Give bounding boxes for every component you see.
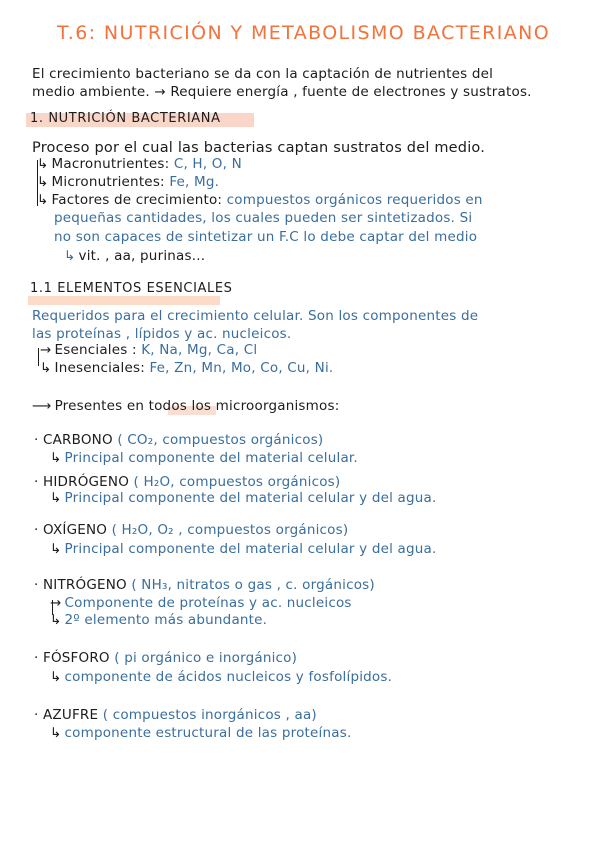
arrow-icon: ↳	[50, 612, 62, 628]
element-nitrogeno-note-1: → Componente de proteínas y ac. nucleicos	[50, 595, 352, 611]
arrow-icon: ↳	[50, 450, 62, 466]
bracket-line	[38, 348, 39, 366]
arrow-icon: →	[50, 595, 62, 611]
element-azufre: · AZUFRE ( compuestos inorgánicos , aa)	[34, 707, 317, 723]
arrow-icon: ⟶	[32, 398, 52, 414]
arrow-icon: ↳	[50, 541, 62, 557]
element-fosforo: · FÓSFORO ( pi orgánico e inorgánico)	[34, 650, 298, 666]
present-heading: ⟶ Presentes en todos los microorganismos:	[32, 398, 340, 414]
element-azufre-note: ↳ componente estructural de las proteínas.	[50, 725, 352, 741]
element-oxigeno-note: ↳ Principal componente del material celular y del agua.	[50, 541, 437, 557]
list-item-micronutrientes: ↳ Micronutrientes: Fe, Mg.	[37, 174, 220, 190]
page-title: T.6: NUTRICIÓN Y METABOLISMO BACTERIANO	[57, 22, 551, 44]
section11-desc-1: Requeridos para el crecimiento celular. Son los componentes de	[32, 308, 479, 324]
heading-highlight	[28, 296, 220, 305]
arrow-icon: ↳	[37, 174, 49, 190]
list-item-factores: ↳ Factores de crecimiento: compuestos orgánicos requeridos en	[37, 192, 483, 208]
arrow-icon: ↳	[37, 156, 49, 172]
element-hidrogeno-note: ↳ Principal componente del material celular y del agua.	[50, 490, 437, 506]
intro-line-2: medio ambiente. → Requiere energía , fuente de electrones y sustratos.	[32, 84, 532, 100]
section-heading-elementos: 1.1 ELEMENTOS ESENCIALES	[30, 281, 233, 296]
section1-definition: Proceso por el cual las bacterias captan sustratos del medio.	[32, 140, 486, 156]
list-item-esenciales: → Esenciales : K, Na, Mg, Ca, Cl	[40, 342, 258, 358]
factores-continuation-1: pequeñas cantidades, los cuales pueden ser sintetizados. Si	[54, 210, 473, 226]
factores-examples: ↳ vit. , aa, purinas...	[64, 248, 206, 264]
section-heading-nutricion: 1. NUTRICIÓN BACTERIANA	[30, 111, 221, 126]
arrow-icon: ↳	[37, 192, 49, 208]
element-nitrogeno: · NITRÓGENO ( NH₃, nitratos o gas , c. orgánicos)	[34, 577, 375, 593]
arrow-icon: →	[40, 342, 52, 358]
arrow-icon: ↳	[64, 248, 76, 264]
element-hidrogeno: · HIDRÓGENO ( H₂O, compuestos orgánicos)	[34, 474, 341, 490]
intro-line-1: El crecimiento bacteriano se da con la captación de nutrientes del	[32, 66, 494, 82]
arrow-icon: ↳	[50, 490, 62, 506]
element-fosforo-note: ↳ componente de ácidos nucleicos y fosfolípidos.	[50, 669, 393, 685]
arrow-icon: ↳	[50, 669, 62, 685]
list-item-inesenciales: ↳ Inesenciales: Fe, Zn, Mn, Mo, Co, Cu, Ni.	[40, 360, 334, 376]
element-carbono-note: ↳ Principal componente del material celular.	[50, 450, 358, 466]
element-carbono: · CARBONO ( CO₂, compuestos orgánicos)	[34, 432, 324, 448]
arrow-icon: ↳	[50, 725, 62, 741]
factores-continuation-2: no son capaces de sintetizar un F.C lo debe captar del medio	[54, 229, 478, 245]
arrow-icon: ↳	[40, 360, 52, 376]
element-oxigeno: · OXÍGENO ( H₂O, O₂ , compuestos orgánicos)	[34, 522, 349, 538]
element-nitrogeno-note-2: ↳ 2º elemento más abundante.	[50, 612, 268, 628]
section11-desc-2: las proteínas , lípidos y ac. nucleicos.	[32, 326, 292, 342]
list-item-macronutrientes: ↳ Macronutrientes: C, H, O, N	[37, 156, 242, 172]
